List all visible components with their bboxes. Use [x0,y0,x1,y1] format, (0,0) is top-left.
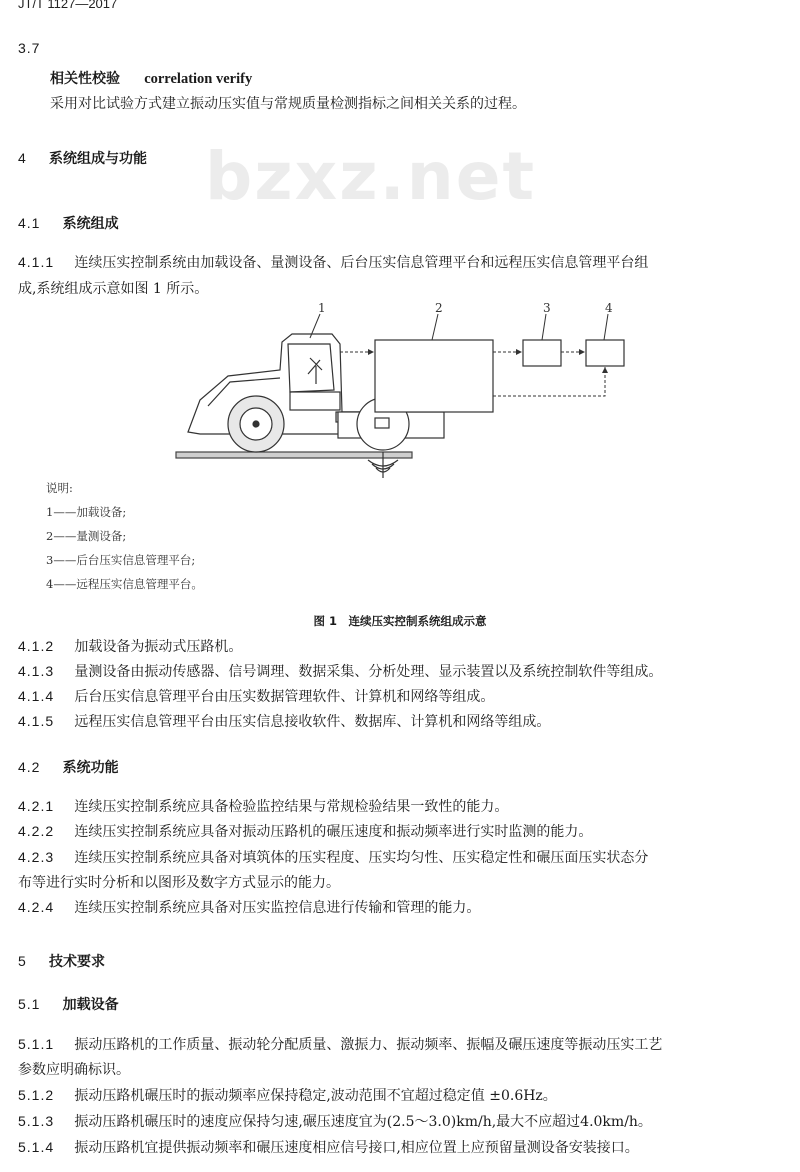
arrow-head [579,349,585,355]
section-number: 4.1 [18,215,41,231]
section-title: 系统组成 [62,216,119,232]
figure-label-4: 4 [605,301,613,315]
term-definition: 采用对比试验方式建立振动压实值与常规质量检测指标之间相关关系的过程。 [50,96,526,112]
term-cn: 相关性校验 [50,71,120,87]
clause-number: 5.1.3 [18,1113,55,1129]
clause-number-3-7: 3.7 [18,40,41,56]
arrow-head [602,367,608,373]
arrow-head [516,349,522,355]
watermark: bzxz.net [205,138,537,215]
doc-code-header: JT/T 1127—2017 [18,0,118,11]
section-4-1-heading [18,213,119,233]
clause-5-1-1-continued: 参数应明确标识。 [18,1062,130,1078]
section-number: 5.1 [18,996,41,1012]
clause-number: 4.2.1 [18,798,55,814]
backend-platform-box [523,340,561,366]
clause-4-2-1 [18,796,508,816]
section-5-heading [18,951,105,971]
clause-4-1-1 [18,252,648,272]
remote-platform-box [586,340,624,366]
clause-number: 4.2.2 [18,823,55,839]
clause-number: 4.1.3 [18,663,55,679]
clause-4-1-2 [18,636,242,656]
clause-text: 连续压实控制系统应具备检验监控结果与常规检验结果一致性的能力。 [74,799,509,815]
clause-number: 4.1.2 [18,638,55,654]
ground-strip [176,452,412,458]
legend-item-2: 2——量测设备; [46,529,127,543]
clause-4-1-4 [18,686,494,706]
legend-item-3: 3——后台压实信息管理平台; [46,553,196,567]
section-number: 4.2 [18,759,41,775]
leader-line-4 [604,314,608,340]
clause-text: 振动压路机宜提供振动频率和碾压速度相应信号接口,相应位置上应预留量测设备安装接口。 [74,1140,639,1156]
figure-label-2: 2 [435,301,443,315]
section-number: 5 [18,953,27,969]
section-4-heading [18,148,147,168]
clause-4-1-3 [18,661,662,681]
clause-number: 4.1.1 [18,254,55,270]
clause-4-2-3-continued: 布等进行实时分析和以图形及数字方式显示的能力。 [18,875,340,891]
section-title: 系统功能 [62,760,119,776]
clause-text: 加载设备为振动式压路机。 [74,639,243,655]
clause-4-1-1-continued: 成,系统组成示意如图 1 所示。 [18,281,209,297]
legend-item-4: 4——远程压实信息管理平台。 [46,577,203,591]
drum-sensor [375,418,389,428]
clause-text: 振动压路机碾压时的速度应保持匀速,碾压速度宜为(2.5～3.0)km/h,最大不应超过4.0km/h。 [74,1114,652,1130]
section-number: 4 [18,150,27,166]
legend-title: 说明: [46,481,73,495]
clause-number: 4.2.4 [18,899,55,915]
clause-text: 振动压路机碾压时的振动频率应保持稳定,波动范围不宜超过稳定值 ±0.6Hz。 [74,1088,557,1104]
clause-number: 4.2.3 [18,849,55,865]
system-composition-diagram [170,300,640,480]
clause-number: 4.1.5 [18,713,55,729]
clause-text: 远程压实信息管理平台由压实信息接收软件、数据库、计算机和网络等组成。 [74,714,551,730]
link-measuring-to-remote [493,367,605,396]
section-title: 技术要求 [48,954,105,970]
clause-5-1-3 [18,1111,652,1131]
clause-number: 5.1.2 [18,1087,55,1103]
leader-line-3 [542,314,546,340]
figure-label-3: 3 [543,301,551,315]
clause-5-1-2 [18,1085,557,1105]
clause-5-1-4 [18,1137,639,1157]
clause-text: 后台压实信息管理平台由压实数据管理软件、计算机和网络等组成。 [74,689,495,705]
leader-line-2 [432,314,438,340]
section-5-1-heading [18,994,119,1014]
clause-4-2-4 [18,897,480,917]
measuring-device-box [375,340,493,412]
clause-number: 4.1.4 [18,688,55,704]
clause-text: 连续压实控制系统应具备对振动压路机的碾压速度和振动频率进行实时监测的能力。 [74,824,593,840]
clause-number: 5.1.4 [18,1139,55,1155]
rear-wheel-axle [253,421,259,427]
figure-label-1: 1 [318,301,326,315]
term-en: correlation verify [144,71,253,87]
section-title: 系统组成与功能 [48,151,147,167]
clause-number: 5.1.1 [18,1036,55,1052]
clause-4-1-5 [18,711,550,731]
figure-caption: 图 1 连续压实控制系统组成示意 [313,614,487,628]
clause-text: 量测设备由振动传感器、信号调理、数据采集、分析处理、显示装置以及系统控制软件等组成。 [74,664,663,680]
clause-text: 连续压实控制系统由加载设备、量测设备、后台压实信息管理平台和远程压实信息管理平台组 [74,255,649,271]
term-heading [50,68,252,88]
clause-4-2-2 [18,821,592,841]
clause-5-1-1 [18,1034,662,1054]
section-4-2-heading [18,757,119,777]
clause-text: 连续压实控制系统应具备对压实监控信息进行传输和管理的能力。 [74,900,481,916]
arrow-head [368,349,374,355]
legend-item-1: 1——加载设备; [46,505,127,519]
section-title: 加载设备 [62,997,119,1013]
clause-4-2-3 [18,847,648,867]
clause-text: 振动压路机的工作质量、振动轮分配质量、激振力、振动频率、振幅及碾压速度等振动压实工艺 [74,1037,663,1053]
clause-text: 连续压实控制系统应具备对填筑体的压实程度、压实均匀性、压实稳定性和碾压面压实状态分 [74,850,649,866]
